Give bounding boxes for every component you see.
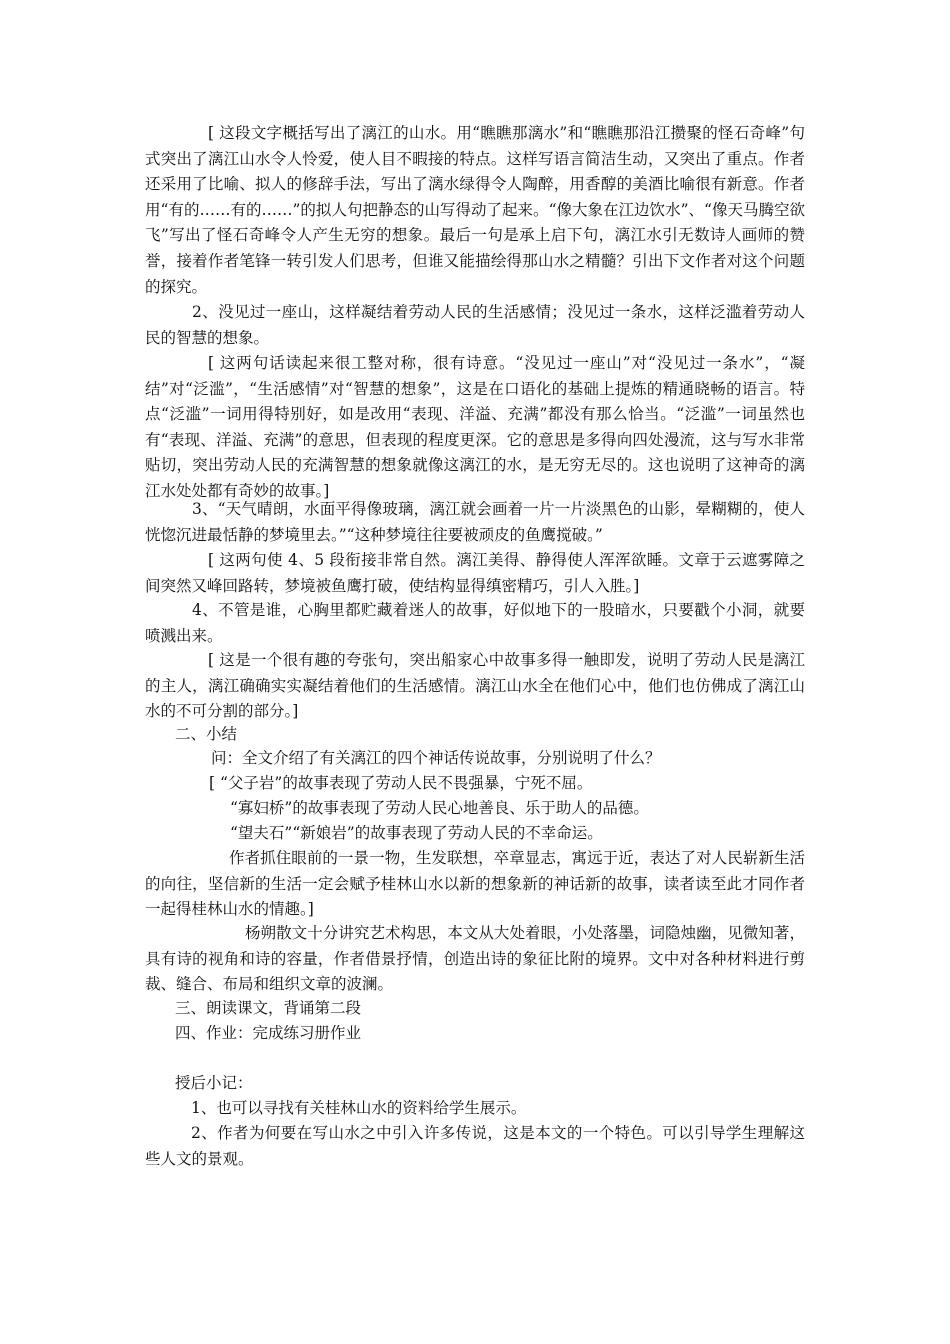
answer-line-2: “寡妇桥”的故事表现了劳动人民心地善良、乐于助人的品德。 <box>230 799 649 817</box>
post-lesson-notes-title: 授后小记： <box>175 1074 253 1092</box>
post-lesson-note-2: 2、作者为何要在写山水之中引入许多传说，这是本文的一个特色。可以引导学生理解这些人文的景观。 <box>145 1124 805 1168</box>
annotation-paragraph-4: [ 这是一个很有趣的夸张句，突出船家心中故事多得一触即发，说明了劳动人民是漓江的主人，漓江确确实实凝结着他们的生活感情。漓江山水全在他们心中，他们也仿佛成了漓江山水的不可分割的部分。] <box>145 651 805 721</box>
quote-paragraph-3: 3、“天气晴朗，水面平得像玻璃，漓江就会画着一片一片淡黑色的山影，晕糊糊的，使人恍惚沉进最恬静的梦境里去。”“这种梦境往往要被顽皮的鱼鹰搅破。” <box>145 500 805 544</box>
post-lesson-note-1: 1、也可以寻找有关桂林山水的资料给学生展示。 <box>191 1099 527 1117</box>
section-heading-homework: 四、作业：完成练习册作业 <box>175 1024 362 1042</box>
summary-conclusion: 作者抓住眼前的一景一物，生发联想，卒章显志，寓远于近，表达了对人民崭新生活的向往，坚信新的生活一定会赋予桂林山水以新的想象新的神话新的故事，读者读至此才同作者一起得桂林山水的情趣。] <box>145 849 805 919</box>
section-heading-summary: 二、小结 <box>175 725 238 743</box>
annotation-paragraph-3: [ 这两句使 4、5 段衔接非常自然。漓江美得、静得使人浑浑欲睡。文章于云遮雾障之间突然又峰回路转，梦境被鱼鹰打破，使结构显得缜密精巧，引人入胜。] <box>145 551 805 595</box>
section-heading-reading: 三、朗读课文，背诵第二段 <box>175 999 362 1017</box>
answer-line-3: “望夫石”“新娘岩”的故事表现了劳动人民的不幸命运。 <box>230 824 603 842</box>
annotation-paragraph-1: [ 这段文字概括写出了漓江的山水。用“瞧瞧那漓水”和“瞧瞧那沿江攒聚的怪石奇峰”句式突出了漓江山水令人怜爱，使人目不暇接的特点。这样写语言简洁生动，又突出了重点。作者还采用了比喻、拟人的修辞手法，写出了漓水绿得令人陶醉，用香醇的美酒比喻很有新意。作者用“有的……有的……”的拟人句把静态的山写得动了起来。“像大象在江边饮水”、“像天马腾空欲飞”写出了怪石奇峰令人产生无穷的想象。最后一句是承上启下句，漓江水引无数诗人画师的赞誉，接着作者笔锋一转引发人们思考，但谁又能描绘得那山水之精髓？引出下文作者对这个问题的探究。 <box>145 124 805 296</box>
summary-question: 问：全文介绍了有关漓江的四个神话传说故事，分别说明了什么？ <box>211 749 661 767</box>
annotation-paragraph-2: [ 这两句话读起来很工整对称，很有诗意。“没见过一座山”对“没见过一条水”，“凝结”对“泛滥”，“生活感情”对“智慧的想象”，这是在口语化的基础上提炼的精通晓畅的语言。特点“泛滥”一词用得特别好，如是改用“表现、洋溢、充满”都没有那么恰当。“泛滥”一词虽然也有“表现、洋溢、充满”的意思，但表现的程度更深。它的意思是多得向四处漫流，这与写水非常贴切，突出劳动人民的充满智慧的想象就像这漓江的水，是无穷无尽的。这也说明了这神奇的漓江水处处都有奇妙的故事。] <box>145 354 805 500</box>
quote-paragraph-2: 2、没见过一座山，这样凝结着劳动人民的生活感情；没见过一条水，这样泛滥着劳动人民的智慧的想象。 <box>145 303 805 347</box>
author-style-paragraph: 杨朔散文十分讲究艺术构思，本文从大处着眼，小处落墨，词隐烛幽，见微知著，具有诗的视角和诗的容量，作者借景抒情，创造出诗的象征比附的境界。文中对各种材料进行剪裁、缝合、布局和组织文章的波澜。 <box>145 924 805 994</box>
quote-paragraph-4: 4、不管是谁，心胸里都贮藏着迷人的故事，好似地下的一股暗水，只要戳个小洞，就要喷溅出来。 <box>145 601 805 645</box>
answer-line-1: [ “父子岩”的故事表现了劳动人民不畏强暴，宁死不屈。 <box>209 774 593 792</box>
